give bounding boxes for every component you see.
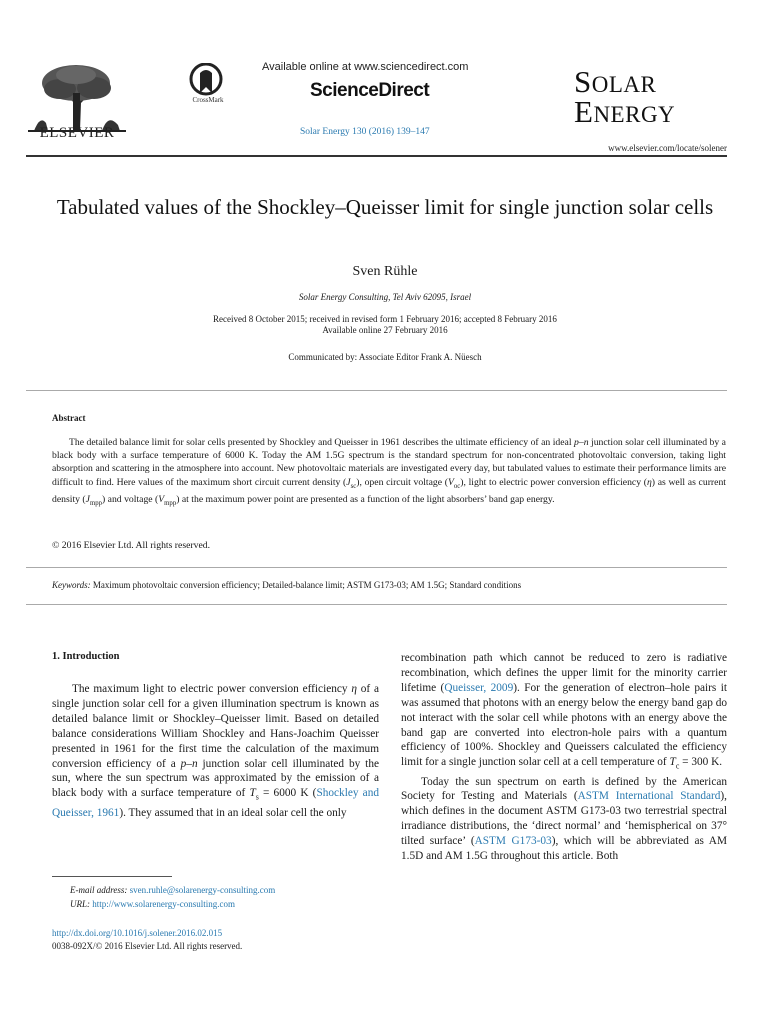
citation-queisser-2009[interactable]: Queisser, 2009	[444, 681, 514, 694]
keywords-label: Keywords:	[52, 580, 91, 590]
journal-logo-line-1: OLAR	[591, 72, 657, 97]
section-heading-introduction: 1. Introduction	[52, 651, 120, 662]
article-title: Tabulated values of the Shockley–Queisser limit for single junction solar cells	[56, 195, 714, 219]
body-column-right: recombination path which cannot be reduced to zero is radiative recombination, which defines the upper limit for the minority carrier lifetime (Queisser, 2009). For the generation of electron–hole pairs it was assumed that photons with an energy below the energy band gap do not interact with the solar cell while photons with an energy above the band gap are converted into electron-hole pairs with a quantum efficiency of 100%. Shockley and Queissers calculated the efficiency limit for a single junction solar cell at a cell temperature of $T_c = 300$ K. Today the sun spectrum on earth is defined by the American Society for Testing and Materials (ASTM International Standard), which defines in the document ASTM G173-03 two terrestrial spectral irradiance distributions, the ‘direct normal’ and ‘hemispherical on 37° tilted surface’ (ASTM G173-03), which will be abbreviated as AM 1.5D and AM 1.5G throughout this article. Both	[401, 652, 728, 863]
url-label: URL:	[70, 899, 90, 909]
footnote-url	[70, 899, 235, 909]
journal-logo-cap-1: S	[574, 64, 592, 99]
publisher-name: ELSEVIER	[39, 125, 115, 141]
author-name: Sven Rühle	[352, 264, 418, 279]
header-divider	[26, 155, 727, 157]
doi-link[interactable]: http://dx.doi.org/10.1016/j.solener.2016.02.015	[52, 928, 223, 938]
email-label: E-mail address:	[70, 885, 128, 895]
sciencedirect-logo: ScienceDirect	[310, 80, 430, 101]
abstract-body: The detailed balance limit for solar cells presented by Shockley and Queisser in 1961 describes the ultimate efficiency of an ideal p–n junction solar cell illuminated by a black body with a surface temperature of 6000 K. Today the AM 1.5G spectrum is the standard spectrum for non-concentrated photovoltaic conversion, taking light absorption and scattering in the atmosphere into account. New photovoltaic materials are investigated every day, but tabulated values to estimate their performance limits are difficult to find. Here values of the maximum short circuit current density $(J_{sc})$, open circuit voltage $(V_{oc})$, light to electric power conversion efficiency (η) as well as current density $(J_{mpp})$ and voltage $(V_{mpp})$ at the maximum power point are presented as a function of the light absorbers’ band gap energy.	[52, 437, 726, 507]
keywords-bottom-divider	[26, 604, 727, 605]
keywords-text: Maximum photovoltaic conversion efficiency; Detailed-balance limit; ASTM G173-03; AM 1.5G; Standard conditions	[92, 580, 522, 590]
article-dates	[40, 314, 730, 336]
dates-available: Available online 27 February 2016	[322, 325, 448, 335]
abstract-heading: Abstract	[52, 413, 86, 423]
journal-logo-line-2: NERGY	[593, 102, 676, 127]
footnote-divider	[52, 876, 172, 877]
citation-astm-g173-03[interactable]: ASTM G173-03	[474, 835, 552, 848]
citation-shockley-queisser-1961[interactable]: Shockley and Queisser, 1961	[52, 787, 379, 819]
email-link[interactable]: sven.ruhle@solarenergy-consulting.com	[129, 885, 276, 895]
crossmark-icon[interactable]	[186, 63, 226, 97]
abstract-top-divider	[26, 390, 727, 391]
citation-astm-international-standard[interactable]: ASTM International Standard	[577, 790, 721, 803]
keywords	[52, 580, 726, 590]
journal-reference[interactable]: Solar Energy 130 (2016) 139–147	[300, 127, 430, 137]
crossmark-label: CrossMark	[192, 96, 224, 104]
affiliation: Solar Energy Consulting, Tel Aviv 62095, Israel	[298, 292, 472, 302]
journal-logo-cap-2: E	[574, 94, 594, 129]
journal-url[interactable]: www.elsevier.com/locate/solener	[608, 143, 727, 153]
footnote-email	[70, 885, 275, 895]
issn-copyright: 0038-092X/© 2016 Elsevier Ltd. All rights reserved.	[52, 941, 243, 951]
journal-logo	[574, 64, 729, 129]
communicated-by: Communicated by: Associate Editor Frank A. Nüesch	[288, 352, 482, 362]
dates-received: Received 8 October 2015; received in revised form 1 February 2016; accepted 8 February 2016	[213, 314, 557, 324]
body-column-left: The maximum light to electric power conversion efficiency η of a single junction solar cell for a given illumination spectrum is known as detailed balance limit or Shockley–Queisser limit. Based on detailed balance considerations William Shockley and Hans-Joachim Queisser presented in 1961 for the first time the calculation of the maximum conversion efficiency of a p–n junction solar cell illuminated by the sun, where the sun spectrum was approximated by the emission of a black body with a surface temperature of $T_s = 6000$ K (Shockley and Queisser, 1961). They assumed that in an ideal solar cell the only	[52, 683, 379, 819]
url-link[interactable]: http://www.solarenergy-consulting.com	[92, 899, 235, 909]
abstract-copyright: © 2016 Elsevier Ltd. All rights reserved.	[52, 540, 211, 551]
keywords-top-divider	[26, 567, 727, 568]
available-online-text: Available online at www.sciencedirect.com	[262, 61, 469, 73]
